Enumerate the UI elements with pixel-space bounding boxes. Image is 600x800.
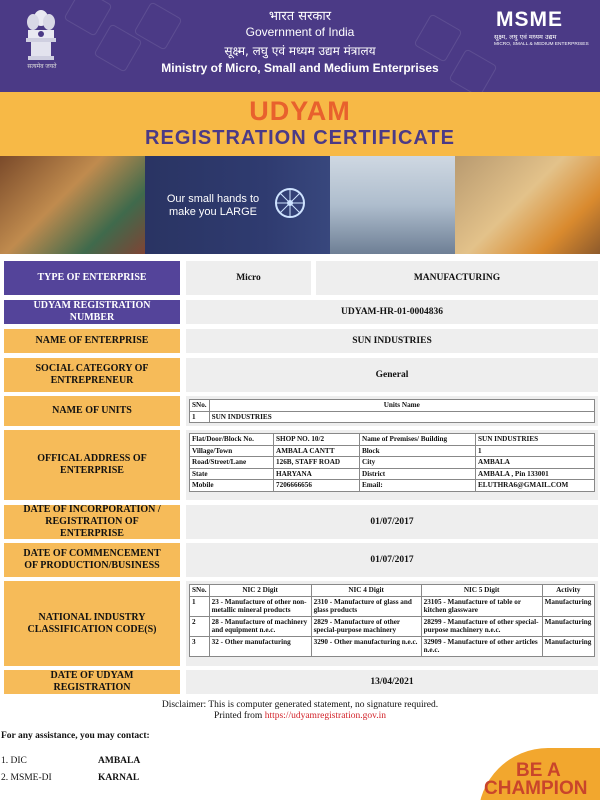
table-header-row (190, 585, 595, 597)
table-row (190, 636, 595, 656)
table-row (190, 596, 595, 616)
nic-2digit: 23 - Manufacture of other non-metallic mineral products (209, 596, 311, 616)
nic-2digit: 28 - Manufacture of machinery and equipment n.e.c. (209, 616, 311, 636)
units-label: NAME OF UNITS (4, 396, 180, 426)
nic-activity: Manufacturing (542, 616, 594, 636)
address-value-cell: SUN INDUSTRIES (476, 434, 595, 446)
address-value-cell: 126B, STAFF ROAD (274, 457, 360, 469)
nic-4digit: 2310 - Manufacture of glass and glass products (311, 596, 421, 616)
banner-tagline: Our small hands to make you LARGE (166, 193, 260, 218)
nic-4digit: 3290 - Other manufacturing n.e.c. (311, 636, 421, 656)
contact-value: KARNAL (98, 773, 140, 783)
incorporation-date-row (4, 505, 598, 539)
assistance-heading: For any assistance, you may contact: (1, 731, 150, 741)
contact-msme-di (1, 773, 139, 783)
commencement-date-label: DATE OF COMMENCEMENT OF PRODUCTION/BUSINESS (4, 543, 180, 577)
address-table (189, 433, 595, 492)
type-of-enterprise-value: Micro (186, 261, 311, 295)
nic-sno: 2 (190, 616, 210, 636)
units-row (4, 396, 598, 426)
table-row (190, 457, 595, 469)
registration-number-row (4, 300, 598, 324)
table-row (190, 468, 595, 480)
type-of-enterprise-label: TYPE OF ENTERPRISE (4, 261, 180, 295)
emblem-caption: सत्यमेव जयते (27, 64, 57, 70)
nic-5digit: 23105 - Manufacture of table or kitchen glassware (421, 596, 542, 616)
nic-activity: Manufacturing (542, 596, 594, 616)
contact-value: AMBALA (98, 756, 141, 766)
units-header-sno: SNo. (190, 400, 210, 412)
enterprise-name-value: SUN INDUSTRIES (186, 329, 598, 353)
workshop-photo (455, 156, 600, 254)
nic-5digit: 28299 - Manufacture of other special-purpose machinery n.e.c. (421, 616, 542, 636)
address-key: Flat/Door/Block No. (190, 434, 274, 446)
nic-label: NATIONAL INDUSTRY CLASSIFICATION CODE(S) (4, 581, 180, 666)
table-row (190, 616, 595, 636)
government-hindi: भारत सरकार (268, 9, 332, 24)
nic-5digit: 32909 - Manufacture of other articles n.e.c. (421, 636, 542, 656)
address-value-cell: SHOP NO. 10/2 (274, 434, 360, 446)
address-row (4, 430, 598, 500)
address-value (186, 430, 598, 500)
nic-4digit: 2829 - Manufacture of other special-purpose machinery (311, 616, 421, 636)
udyam-date-value: 13/04/2021 (186, 670, 598, 694)
nic-header-4digit: NIC 4 Digit (311, 585, 421, 597)
address-key: Mobile (190, 480, 274, 492)
address-key: District (360, 468, 476, 480)
disclaimer (0, 700, 600, 722)
nic-2digit: 32 - Other manufacturing (209, 636, 311, 656)
udyam-portal-link[interactable]: https://udyamregistration.gov.in (264, 711, 386, 721)
table-row (190, 445, 595, 457)
contact-key: 1. DIC (1, 756, 27, 766)
certificate-title-registration: REGISTRATION CERTIFICATE (145, 127, 455, 149)
address-value-cell: 7206666656 (274, 480, 360, 492)
address-value-cell: AMBALA CANTT (274, 445, 360, 457)
unit-name: SUN INDUSTRIES (209, 411, 594, 423)
nic-table (189, 584, 595, 657)
address-key: Name of Premises/ Building (360, 434, 476, 446)
nic-row (4, 581, 598, 666)
address-value-cell: HARYANA (274, 468, 360, 480)
units-header-name: Units Name (209, 400, 594, 412)
nic-header-2digit: NIC 2 Digit (209, 585, 311, 597)
social-category-row (4, 358, 598, 392)
units-table (189, 399, 595, 423)
address-value-cell: AMBALA , Pin 133001 (476, 468, 595, 480)
header-band (0, 0, 600, 92)
address-value-cell: ELUTHRA6@GMAIL.COM (476, 480, 595, 492)
commencement-date-value: 01/07/2017 (186, 543, 598, 577)
msme-logo: MSME (496, 8, 563, 31)
printed-from-prefix: Printed from (214, 711, 265, 721)
chakra-icon (273, 186, 307, 220)
incorporation-date-label: DATE OF INCORPORATION / REGISTRATION OF ENTERPRISE (4, 505, 180, 539)
government-english: Government of India (245, 25, 355, 39)
contact-dic (1, 756, 140, 766)
enterprise-name-label: NAME OF ENTERPRISE (4, 329, 180, 353)
nic-value (186, 581, 598, 666)
social-category-value: General (186, 358, 598, 392)
address-key: Block (360, 445, 476, 457)
address-key: State (190, 468, 274, 480)
address-key: Village/Town (190, 445, 274, 457)
ministry-hindi: सूक्ष्म, लघु एवं मध्यम उद्यम मंत्रालय (224, 44, 376, 58)
major-activity-value: MANUFACTURING (316, 261, 598, 295)
msme-logo-hindi: सूक्ष्म, लघु एवं मध्यम उद्यम (494, 33, 557, 41)
banner-image (0, 156, 600, 254)
address-key: Road/Street/Lane (190, 457, 274, 469)
table-row (190, 411, 595, 423)
nic-header-sno: SNo. (190, 585, 210, 597)
address-label: OFFICAL ADDRESS OF ENTERPRISE (4, 430, 180, 500)
address-key: City (360, 457, 476, 469)
office-photo (330, 156, 460, 254)
artisan-photo (0, 156, 160, 254)
registration-number-value: UDYAM-HR-01-0004836 (186, 300, 598, 324)
registration-number-label: UDYAM REGISTRATION NUMBER (4, 300, 180, 324)
social-category-label: SOCIAL CATEGORY OF ENTREPRENEUR (4, 358, 180, 392)
msme-logo-english: MICRO, SMALL & MEDIUM ENTERPRISES (494, 42, 589, 47)
disclaimer-text: Disclaimer: This is computer generated statement, no signature required. (161, 700, 439, 710)
address-value-cell: 1 (476, 445, 595, 457)
enterprise-name-row (4, 329, 598, 353)
commencement-date-row (4, 543, 598, 577)
certificate-title-udyam: UDYAM (249, 96, 351, 126)
ministry-english: Ministry of Micro, Small and Medium Enterprises (161, 61, 439, 75)
table-row (190, 480, 595, 492)
nic-header-activity: Activity (542, 585, 594, 597)
champion-text-1: BE A (516, 760, 561, 781)
nic-sno: 3 (190, 636, 210, 656)
address-value-cell: AMBALA (476, 457, 595, 469)
table-row (190, 434, 595, 446)
udyam-date-row (4, 670, 598, 694)
printed-from (0, 711, 600, 722)
incorporation-date-value: 01/07/2017 (186, 505, 598, 539)
udyam-date-label: DATE OF UDYAM REGISTRATION (4, 670, 180, 694)
unit-sno: 1 (190, 411, 210, 423)
nic-activity: Manufacturing (542, 636, 594, 656)
title-band (0, 92, 600, 156)
contact-key: 2. MSME-DI (1, 773, 52, 783)
units-value (186, 396, 598, 426)
champion-text-2: CHAMPION (484, 778, 588, 799)
address-key: Email: (360, 480, 476, 492)
type-of-enterprise-row (4, 261, 598, 295)
nic-sno: 1 (190, 596, 210, 616)
nic-header-5digit: NIC 5 Digit (421, 585, 542, 597)
